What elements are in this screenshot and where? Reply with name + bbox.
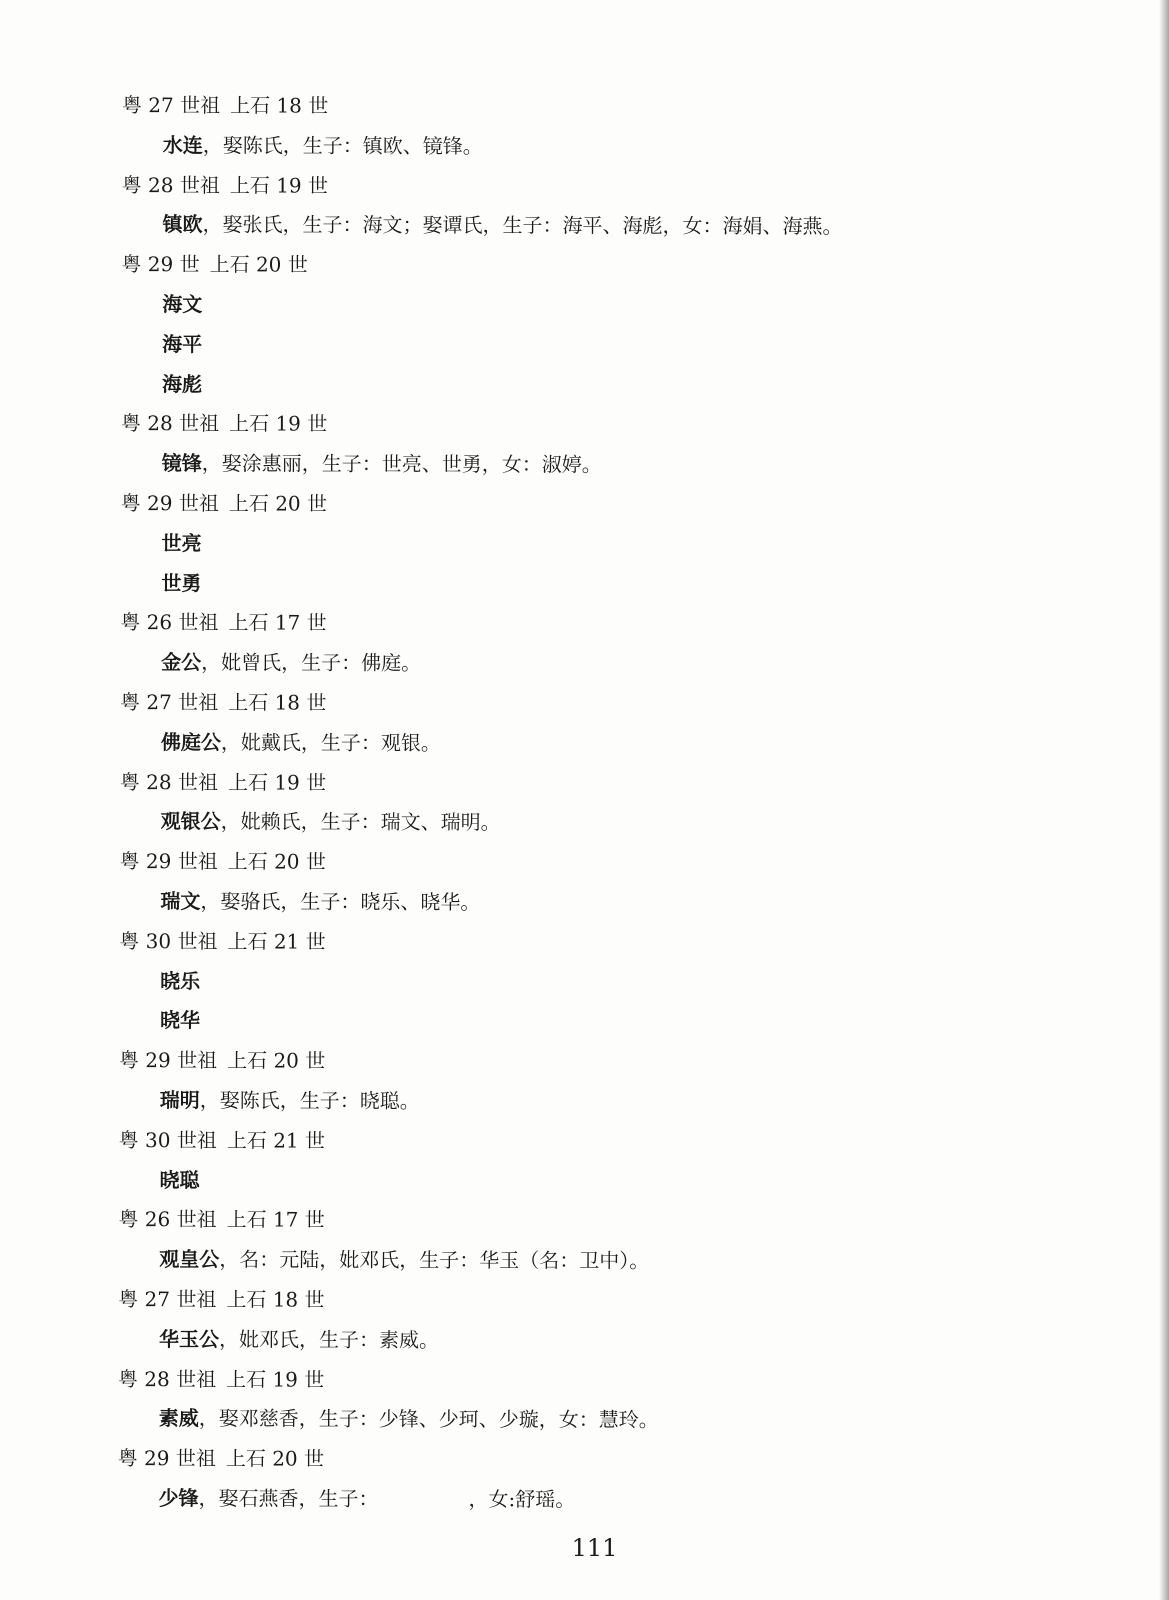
shangshi-generation-label: 上石 20 世 [228,491,328,516]
yue-generation-label: 粤 30 世祖 [119,928,218,954]
person-name: 海文 [162,292,203,317]
generation-heading [122,166,1082,209]
yue-generation-label: 粤 26 世祖 [120,610,219,635]
yue-generation-label: 粤 26 世祖 [118,1207,217,1232]
generation-heading [120,683,1080,726]
generation-heading [119,842,1079,885]
yue-generation-label: 粤 29 世 [121,252,200,277]
shangshi-generation-label: 上石 21 世 [227,929,326,954]
shangshi-generation-label: 上石 19 世 [227,769,327,795]
person-name: 瑞文 [160,889,201,914]
person-detail: ，妣赖氏，生子：瑞文、瑞明。 [220,809,501,835]
person-entry [118,1320,1078,1363]
person-detail: ，妣戴氏，生子：观银。 [220,730,441,755]
person-entry [117,1479,1077,1522]
shangshi-generation-label: 上石 20 世 [209,252,308,277]
person-detail: ，娶涂惠丽，生子：世亮、世勇，女：淑婷。 [201,451,602,477]
person-entry [119,882,1079,925]
yue-generation-label: 粤 28 世祖 [120,411,220,436]
person-entry [121,285,1081,328]
shangshi-generation-label: 上石 21 世 [226,1128,326,1153]
generation-heading [118,1439,1078,1482]
yue-generation-label: 粤 29 世祖 [120,490,219,516]
generation-heading [121,404,1081,447]
shangshi-generation-label: 上石 20 世 [225,1446,325,1471]
person-entry [120,524,1080,567]
shangshi-generation-label: 上石 20 世 [227,1048,326,1073]
generation-heading [122,86,1082,129]
generation-heading [120,603,1080,646]
generation-heading [118,1280,1078,1323]
person-entry [118,1161,1078,1204]
yue-generation-label: 粤 29 世祖 [118,1048,218,1073]
person-name: 瑞明 [159,1088,200,1113]
person-name: 观银公 [160,809,221,834]
person-detail: ，妣邓氏，生子：素威。 [219,1327,440,1352]
person-entry [121,205,1081,248]
yue-generation-label: 粤 27 世祖 [121,92,221,118]
shangshi-generation-label: 上石 17 世 [226,1207,325,1232]
person-entry [120,723,1080,766]
person-detail: ，娶张氏，生子：海文；娶谭氏，生子：海平、海彪，女：海娟、海燕。 [202,212,843,239]
person-entry [119,962,1079,1005]
person-detail: ，娶石燕香，生子： ，女:舒瑶。 [198,1486,576,1512]
shangshi-generation-label: 上石 17 世 [228,610,327,636]
person-detail: ，娶陈氏，生子：晓聪。 [199,1088,420,1113]
person-name: 镇欧 [162,212,203,237]
person-detail: ，娶邓慈香，生子：少锋、少珂、少璇，女：慧玲。 [198,1406,659,1432]
person-name: 晓华 [160,1008,201,1033]
genealogy-page-content [117,86,1081,1522]
generation-heading [118,1200,1078,1243]
shangshi-generation-label: 上石 18 世 [228,690,327,715]
person-name: 金公 [161,650,202,675]
person-entry [120,802,1080,845]
person-entry [119,1081,1079,1124]
generation-heading [120,763,1080,806]
person-name: 佛庭公 [160,729,221,755]
person-entry [118,1399,1078,1442]
person-entry [121,325,1081,368]
shangshi-generation-label: 上石 19 世 [226,1366,325,1392]
person-name: 华玉公 [159,1326,220,1352]
page-number: 111 [571,1534,618,1562]
person-entry [121,444,1081,487]
person-entry [120,564,1080,607]
yue-generation-label: 粤 29 世祖 [117,1446,216,1471]
person-name: 晓聪 [159,1167,200,1192]
shangshi-generation-label: 上石 18 世 [230,93,329,118]
yue-generation-label: 粤 28 世祖 [121,172,220,197]
yue-generation-label: 粤 30 世祖 [118,1127,217,1153]
person-name: 少锋 [158,1486,199,1511]
person-detail: ，名：元陆，妣邓氏，生子：华玉（名：卫中）。 [219,1247,650,1273]
person-detail: ，妣曾氏，生子：佛庭。 [201,650,422,676]
yue-generation-label: 粤 29 世祖 [119,849,218,874]
person-entry [120,643,1080,686]
generation-heading [118,1359,1078,1402]
shangshi-generation-label: 上石 19 世 [229,172,329,198]
person-name: 世勇 [161,570,202,595]
page-edge-shadow [1159,0,1169,1600]
person-entry [121,365,1081,408]
generation-heading [119,1041,1079,1084]
generation-heading [121,245,1081,288]
person-entry [119,1001,1079,1044]
person-detail: ，娶骆氏，生子：晓乐、晓华。 [200,889,481,915]
person-name: 海彪 [162,371,203,396]
yue-generation-label: 粤 27 世祖 [120,689,219,715]
person-entry [122,126,1082,169]
shangshi-generation-label: 上石 18 世 [226,1287,325,1312]
person-name: 素威 [158,1406,199,1431]
generation-heading [121,484,1081,527]
yue-generation-label: 粤 28 世祖 [119,769,219,794]
person-name: 世亮 [161,530,202,556]
person-detail: ，娶陈氏，生子：镇欧、镜锋。 [202,133,483,158]
person-name: 镜锋 [161,451,202,476]
person-name: 海平 [162,331,203,357]
generation-heading [119,922,1079,965]
person-entry [118,1240,1078,1283]
generation-heading [119,1121,1079,1164]
shangshi-generation-label: 上石 20 世 [227,849,326,874]
shangshi-generation-label: 上石 19 世 [229,411,328,437]
yue-generation-label: 粤 27 世祖 [118,1286,217,1312]
person-name: 水连 [162,132,203,158]
person-name: 晓乐 [160,968,201,993]
yue-generation-label: 粤 28 世祖 [117,1366,217,1391]
person-name: 观皇公 [159,1247,220,1272]
